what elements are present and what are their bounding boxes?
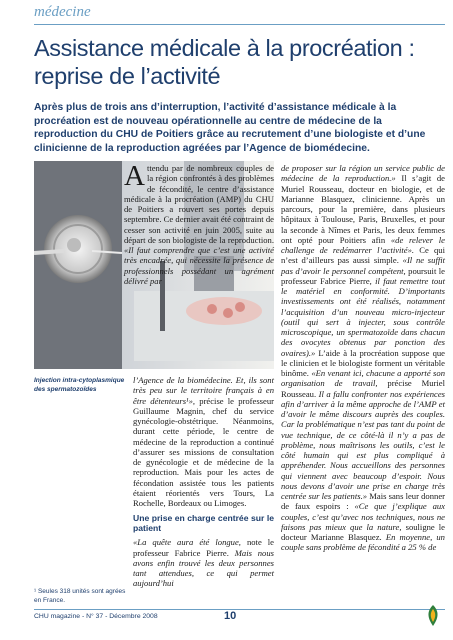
- col2-q2: «de relever le challenge de redémarrer l’activité».: [281, 234, 445, 255]
- footer-rule: [34, 609, 445, 610]
- col2-t6: Mais sans leur donner de faux espoirs :: [281, 491, 446, 512]
- col2-q7: «Ce que j’explique aux couples, c’est qu’avec nos techniques, nous ne faisons pas mieux que la nature,: [281, 501, 445, 532]
- column-1-lower: [133, 375, 274, 589]
- footer-issue: CHU magazine - N° 37 - Décembre 2008: [34, 613, 158, 620]
- dropcap: A: [124, 160, 145, 192]
- col2-t4: L’aide à la procréation suppose que le clinicien et le biologiste forment un véritable binôme.: [281, 347, 445, 378]
- col1b-quote-3: Mais nous avons enfin trouvé les deux personnes tant attendues, ce qui permet aujourd’hui: [133, 547, 274, 589]
- col2-q8: En moyenne, un couple sans problème de fécondité a 25 % de: [281, 532, 445, 553]
- article-title: [34, 34, 444, 90]
- col2-t5: précise Muriel Rousseau.: [281, 378, 445, 399]
- col2-t2: Ce qui n’est d’ailleurs pas aussi simple.: [281, 245, 445, 266]
- col2-t7: souligne le docteur Marianne Blasquez.: [281, 521, 445, 542]
- footnote: ¹ Seules 318 unités sont agrées en France.: [34, 588, 126, 604]
- header-rule: [34, 24, 445, 25]
- col2-q5: «En venant ici, chacune a apporté son organisation de travail,: [281, 368, 445, 389]
- column-2: [281, 163, 445, 553]
- col2-q4: il faut remettre tout le matériel en conformité. D’importants investissements ont été réalisés, notamment l’acquisition d’un nouveau micro-injecteur (outil qui sert à injecter, sous contrôle microscopique, un spermatozoïde dans chacun des ovocytes obtenus par ponction des ovaires).»: [281, 275, 445, 358]
- col1-text: ttendu par de nombreux couples de la région confrontés à des problèmes de fécondité, le centre d’assistance médicale à la procréation (AMP) du CHU de Poitiers a rouvert ses portes depuis septembre. Ce dernier avait été contraint de cesser son activité en juin 2005, suite au départ de son biologiste de la reproduction.: [124, 163, 274, 245]
- col2-q6: Il a fallu confronter nos expériences afin d’arriver à la même approche de l’AMP et d’avoir le même discours auprès des couples. Car la problématique n’est pas tant du point de vue technique, de ce côté-là il n’y a pas de problème, nous maîtrisons les outils, c’est le côté humain qui est plus compliqué à appréhender. Nous accueillons des personnes qui viennent avec beaucoup d’espoir. Nous nous devons d’avoir une prise en charge très centrée sur les patients.»: [281, 388, 445, 501]
- col1-quote: «Il faut comprendre que c’est une activité très encadrée, qui nécessite la présence de professionnels possédant un agrément délivré par: [124, 245, 274, 286]
- col2-q1: de proposer sur la région un service public de médecine de la reproduction.»: [281, 163, 445, 184]
- subhead: Une prise en charge centrée sur le patient: [133, 513, 274, 534]
- chu-logo-icon: [424, 604, 442, 628]
- page-number: 10: [224, 610, 237, 622]
- photo-caption: Injection intra-cytoplasmique des spermatozoïdes: [34, 377, 125, 393]
- col1b-quote-2: «La quête aura été longue: [133, 537, 239, 548]
- column-1: [124, 160, 274, 286]
- col1b-text-2: , note le professeur Fabrice Pierre.: [133, 537, 275, 558]
- col2-q3: «Il ne suffit pas d’avoir le personnel compétent,: [281, 255, 445, 276]
- title-line-2: reprise de l’activité: [34, 63, 221, 89]
- col1b-quote: l’Agence de la biomédecine. Et, ils sont très peu sur le territoire français à en être détenteurs¹»: [133, 375, 274, 406]
- col2-t1: Il s’agit de Muriel Rousseau, docteur en biologie, et de Marianne Blasquez, clinicienne. Après un parcours, pour la première, dans plusieurs hôpitaux à Toulouse, Paris, Bruxelles, et pour la seconde à Nîmes et Paris, les deux femmes ont opté pour Poitiers afin: [281, 173, 445, 245]
- section-tag: médecine: [34, 4, 91, 20]
- article-chapo: Après plus de trois ans d’interruption, l’activité d’assistance médicale à la procréation est de nouveau opérationnelle au centre de médecine de la reproduction du CHU de Poitiers grâce au recrutement d’une biologiste et d’une clinicienne de la reproduction agréées par l’Agence de biomédecine.: [34, 102, 426, 154]
- col1b-text: , précise le professeur Guillaume Magnin, chef du service gynécologie-obstétrique. Néanmoins, durant cette période, le centre de médecine de la reproduction a continué d’assurer ses missions de consultation de gynécologie et de médecine de la reproduction. Mais pour les actes de fécondation assistée tous les patients étaient réorientés vers Tours, La Rochelle, Bordeaux ou Limoges.: [133, 395, 274, 508]
- title-line-1: Assistance médicale à la procréation :: [34, 35, 415, 61]
- col2-t3: poursuit le professeur Fabrice Pierre,: [281, 265, 446, 286]
